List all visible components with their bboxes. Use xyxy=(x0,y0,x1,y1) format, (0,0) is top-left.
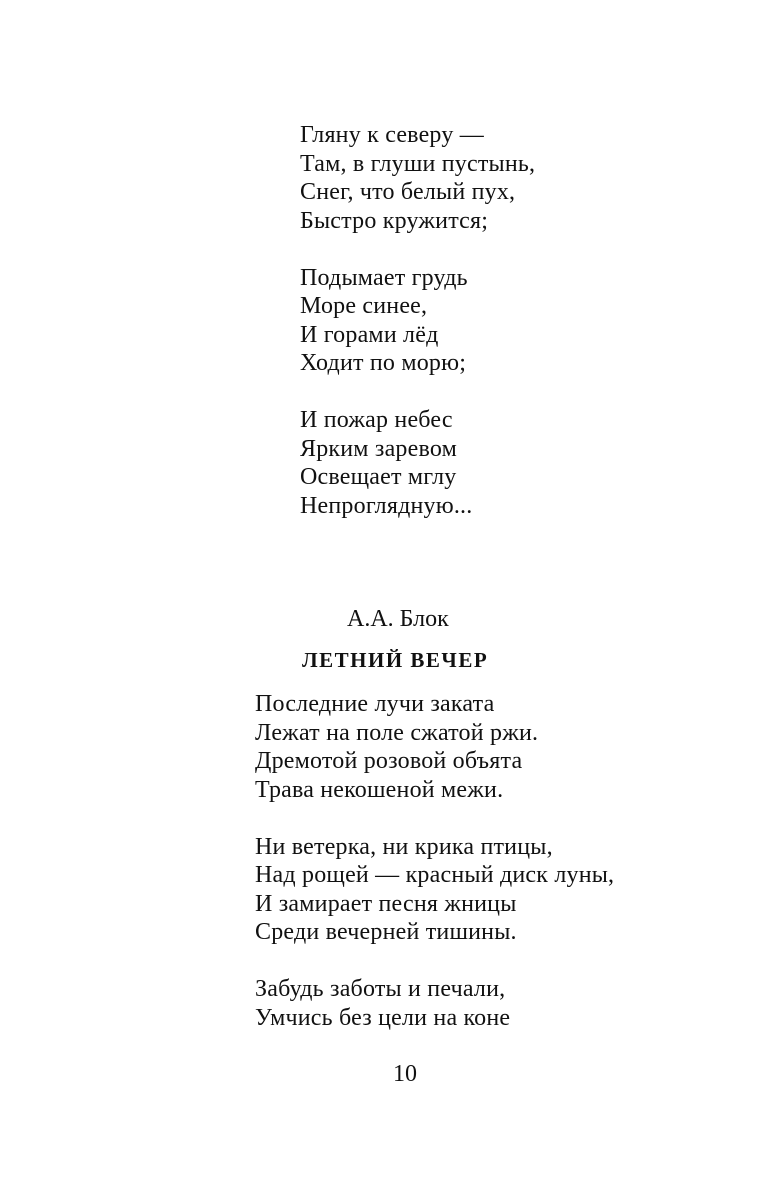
verse-line: Последние лучи заката xyxy=(255,691,495,717)
stanza-gap xyxy=(255,804,614,833)
stanza-gap xyxy=(300,235,535,264)
verse-line: Море синее, xyxy=(300,293,428,319)
verse-line: Ярким заревом xyxy=(300,435,457,462)
verse-line: Там, в глуши пустынь, xyxy=(300,150,536,177)
verse-line: Дремотой розовой объята xyxy=(255,748,523,774)
verse-line: Умчись без цели на коне xyxy=(255,1004,511,1031)
verse-line: И горами лёд xyxy=(300,321,439,348)
poem-summer-evening xyxy=(255,690,614,1032)
verse-line: Трава некошеной межи. xyxy=(255,776,504,803)
stanza xyxy=(300,406,535,520)
verse-line: Среди вечерней тишины. xyxy=(255,919,517,945)
poem-title: ЛЕТНИЙ ВЕЧЕР xyxy=(302,648,489,672)
verse-line: Снег, что белый пух, xyxy=(300,179,516,205)
stanza xyxy=(255,690,614,804)
verse-line: Гляну к северу — xyxy=(300,122,484,148)
verse-line: Лежат на поле сжатой ржи. xyxy=(255,719,539,746)
verse-line: Ходит по морю; xyxy=(300,350,467,376)
verse-line: Ни ветерка, ни крика птицы, xyxy=(255,833,553,860)
verse-line: И замирает песня жницы xyxy=(255,890,517,917)
poem-author: А.А. Блок xyxy=(347,606,449,632)
page-number: 10 xyxy=(393,1061,417,1087)
stanza xyxy=(300,264,535,378)
verse-line: И пожар небес xyxy=(300,407,453,433)
verse-line: Быстро кружится; xyxy=(300,207,489,234)
poem-continuation xyxy=(300,121,535,520)
verse-line: Забудь заботы и печали, xyxy=(255,976,506,1002)
stanza xyxy=(255,833,614,947)
stanza xyxy=(300,121,535,235)
verse-line: Над рощей — красный диск луны, xyxy=(255,862,615,888)
verse-line: Непроглядную... xyxy=(300,492,473,519)
verse-line: Подымает грудь xyxy=(300,264,468,291)
verse-line: Освещает мглу xyxy=(300,464,457,490)
stanza xyxy=(255,975,614,1032)
stanza-gap xyxy=(300,378,535,407)
stanza-gap xyxy=(255,947,614,976)
